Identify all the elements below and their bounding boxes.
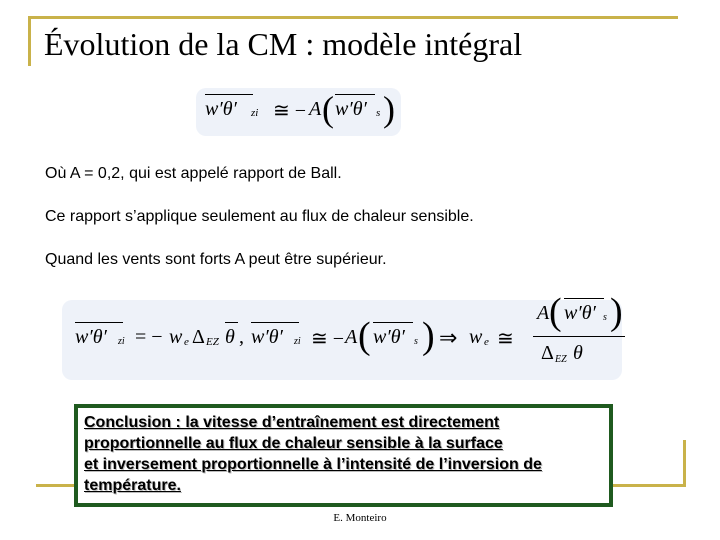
frame-top-line — [28, 16, 678, 19]
slide-title: Évolution de la CM : modèle intégral — [44, 26, 523, 62]
conclusion-line-1: Conclusion : la vitesse d’entraînement est directement — [84, 414, 500, 431]
conclusion-line-3: et inversement proportionnelle à l’intensité de l’inversion de — [84, 456, 542, 473]
conclusion-line-4: température. — [84, 477, 181, 494]
paragraph-ball-ratio: Où A = 0,2, qui est appelé rapport de Ball. — [45, 165, 342, 182]
frame-right-line — [683, 440, 686, 487]
paragraph-strong-winds: Quand les vents sont forts A peut être supérieur. — [45, 251, 387, 268]
conclusion-line-2: proportionnelle au flux de chaleur sensible à la surface — [84, 435, 503, 452]
conclusion-box — [74, 404, 613, 507]
frame-left-line — [28, 16, 31, 66]
paragraph-sensible-heat: Ce rapport s’applique seulement au flux de chaleur sensible. — [45, 208, 474, 225]
footer-author: E. Monteiro — [333, 512, 387, 524]
